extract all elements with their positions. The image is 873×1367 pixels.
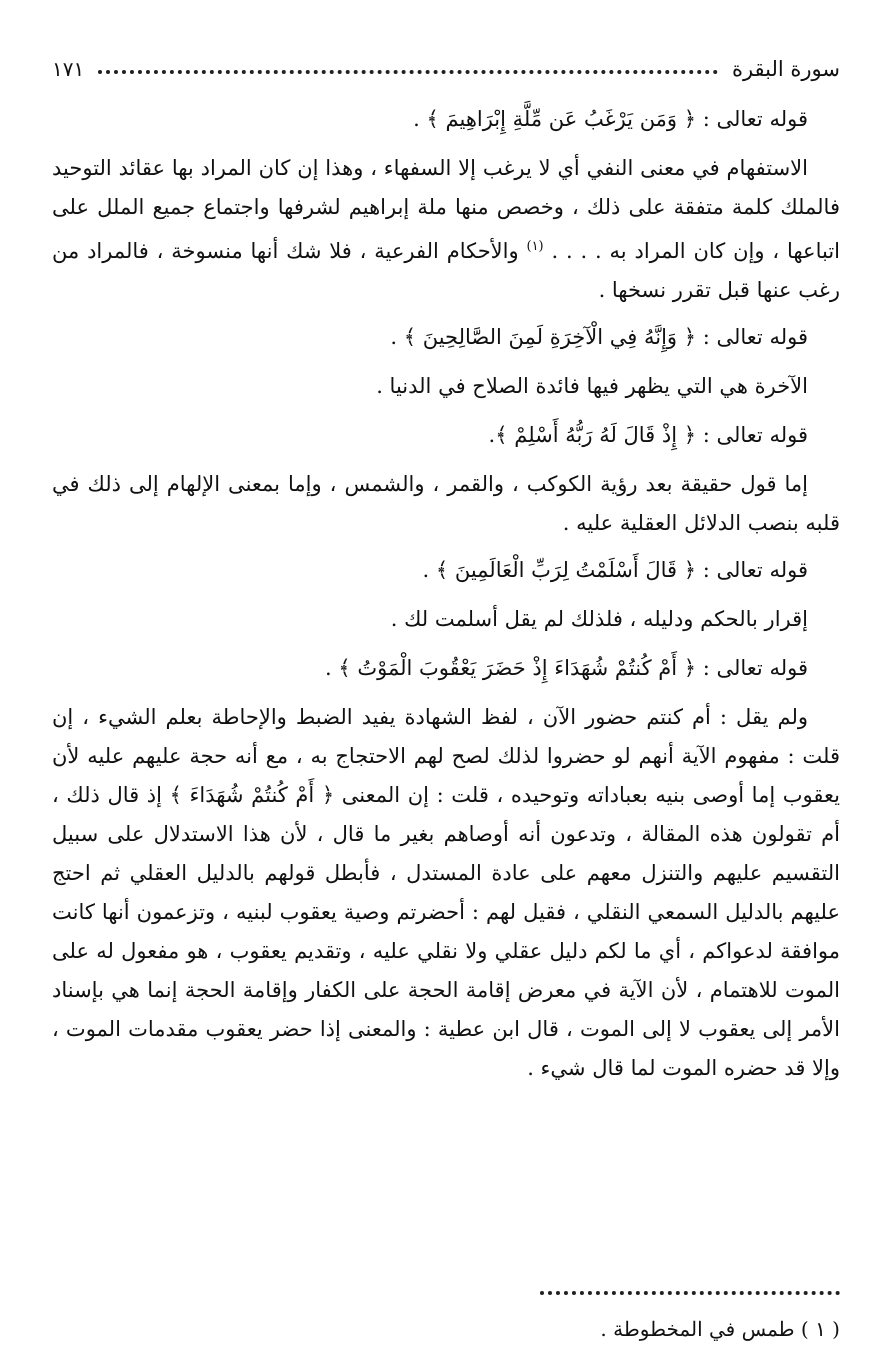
commentary-paragraph: الاستفهام في معنى النفي أي لا يرغب إلا السفهاء ، وهذا إن كان المراد بها عقائد التوحيد فالملك كلمة متفقة على ذلك ، وخصص منها ملة إبراهيم لشرفها واجتماع جميع الملل على اتباعها ، وإن كان المراد به . . . . $^{(١)}$ والأحكام الفرعية ، فلا شك أنها منسوخة ، فالمراد من رغب عنها قبل تقرر نسخها .: [52, 156, 840, 302]
verse-line: قوله تعالى : ﴿ أَمْ كُنتُمْ شُهَدَاءَ إِذْ حَضَرَ يَعْقُوبَ الْمَوْتُ ﴾ .: [325, 656, 808, 680]
footnote: ( ١ ) طمس في المخطوطة .: [600, 1317, 840, 1341]
commentary-paragraph: ولم يقل : أم كنتم حضور الآن ، لفظ الشهادة يفيد الضبط والإحاطة بعلم الشيء ، إن قلت : مفهوم الآية أنهم لو حضروا لذلك لصح لهم الاحتجاج به ، مع أنه حجة عليهم عليه لأن يعقوب إما أوصى بنيه بعباداته وتوحيده ، قلت : إن المعنى ﴿ أَمْ كُنتُمْ شُهَدَاءَ ﴾ إذ قال ذلك ، أم تقولون هذه المقالة ، وتدعون أنه أوصاهم بغير ما قال ، لأن هذا الاستدلال على سبيل التقسيم عليهم والتنزل معهم على عادة المستدل ، فأبطل قولهم بالدليل العقلي ثم احتج عليهم بالدليل السمعي النقلي ، فقيل لهم : أحضرتم وصية يعقوب لبنيه ، وتزعمون أنها كانت موافقة لدعواكم ، أي ما لكم دليل عقلي ولا نقلي عليه ، وتقديم يعقوب ، هو مفعول له على الموت للاهتمام ، لأن الآية في معرض إقامة الحجة على الكفار وإقامة الحجة إنما هي بإسناد الأمر إلى يعقوب لا إلى الموت ، قال ابن عطية : والمعنى إذا حضر يعقوب مقدمات الموت ، وإلا قد حضره الموت لما قال شيء .: [52, 705, 841, 1080]
verse-line: قوله تعالى : ﴿ وَإِنَّهُ فِي الْآخِرَةِ لَمِنَ الصَّالِحِينَ ﴾ .: [390, 325, 808, 349]
quran-verse: أَمْ كُنتُمْ شُهَدَاءَ إِذْ حَضَرَ يَعْقُوبَ الْمَوْتُ: [357, 656, 678, 680]
quran-verse: إِذْ قَالَ لَهُ رَبُّهُ أَسْلِمْ: [514, 423, 678, 447]
commentary-paragraph: إما قول حقيقة بعد رؤية الكوكب ، والقمر ، والشمس ، وإما بمعنى الإلهام إلى ذلك في قلبه بنصب الدلائل العقلية عليه .: [52, 472, 840, 535]
footnote-area: [52, 1291, 840, 1343]
quran-verse: قَالَ أَسْلَمْتُ لِرَبِّ الْعَالَمِينَ: [454, 558, 678, 582]
running-header: [52, 52, 840, 86]
body-text: [52, 100, 840, 1088]
footnote-marker: (١): [526, 239, 544, 254]
verse-line: قوله تعالى : ﴿ إِذْ قَالَ لَهُ رَبُّهُ أَسْلِمْ ﴾.: [488, 423, 808, 447]
quran-verse: وَمَن يَرْغَبُ عَن مِّلَّةِ إِبْرَاهِيمَ: [445, 107, 678, 131]
page-number: ١٧١: [52, 57, 85, 81]
commentary-line: إقرار بالحكم ودليله ، فلذلك لم يقل أسلمت لك .: [390, 607, 808, 631]
page: [52, 52, 840, 1096]
verse-line: قوله تعالى : ﴿ قَالَ أَسْلَمْتُ لِرَبِّ الْعَالَمِينَ ﴾ .: [422, 558, 808, 582]
commentary-line: الآخرة هي التي يظهر فيها فائدة الصلاح في الدنيا .: [376, 374, 808, 398]
surah-title: سورة البقرة: [731, 57, 840, 81]
verse-line: قوله تعالى : ﴿ وَمَن يَرْغَبُ عَن مِّلَّةِ إِبْرَاهِيمَ ﴾ .: [413, 107, 808, 131]
header-dotted-rule: [98, 70, 718, 74]
footnote-separator: [540, 1291, 840, 1295]
quran-verse: وَإِنَّهُ فِي الْآخِرَةِ لَمِنَ الصَّالِحِينَ: [422, 325, 678, 349]
